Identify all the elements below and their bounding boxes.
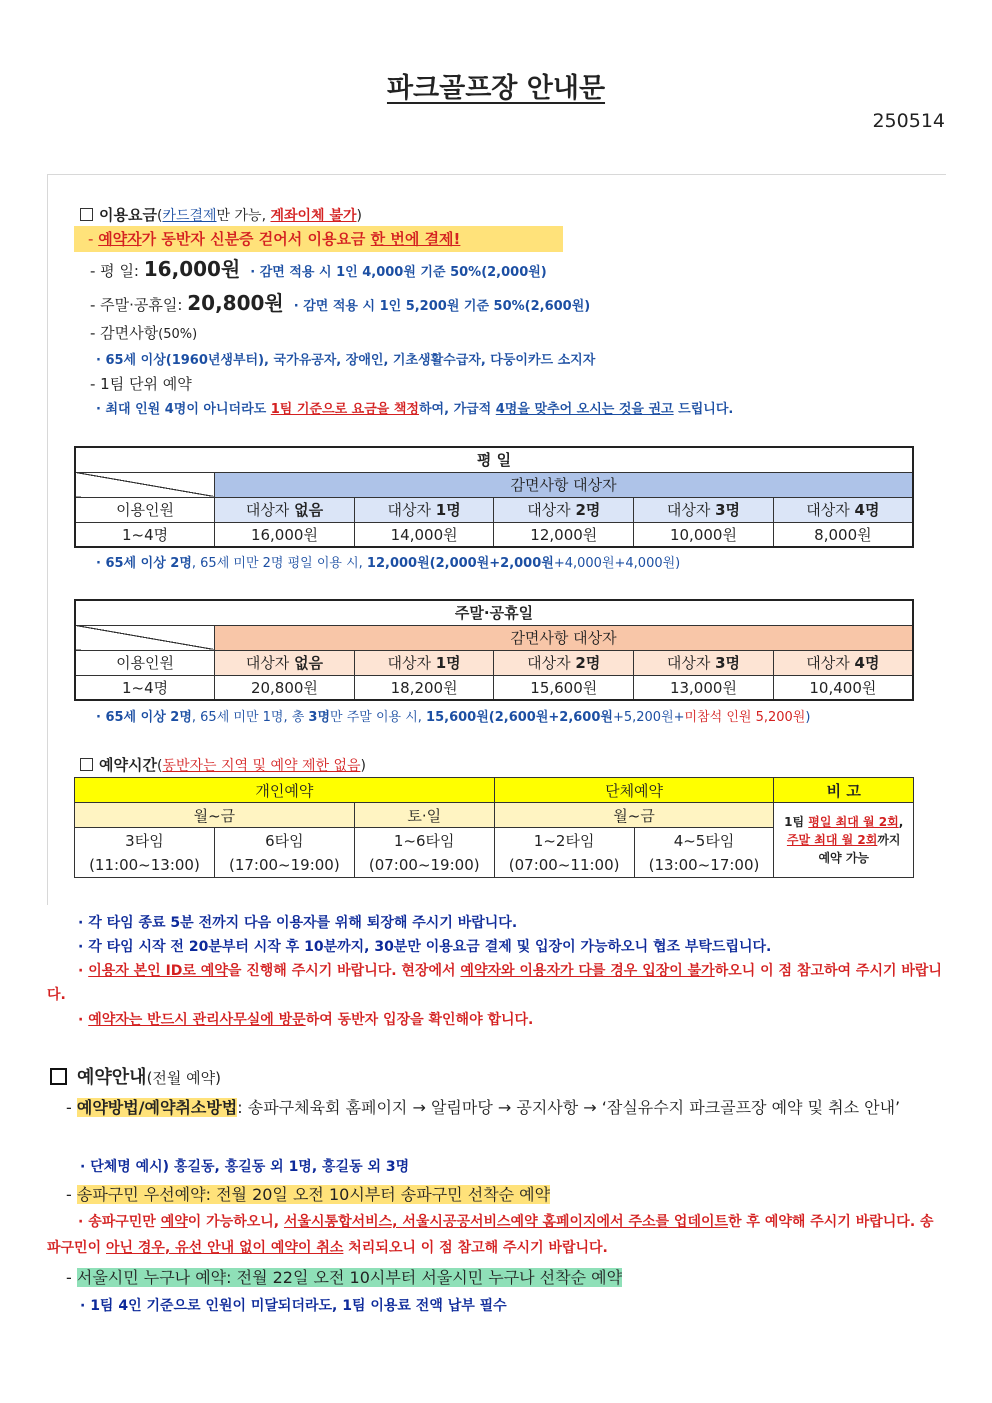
price-cell: 18,200원 [354,675,494,700]
team-note: · 최대 인원 4명이 아니더라도 1팀 기준으로 요금을 책정하여, 가급적 4명을 맞추어 오시는 것을 권고 드립니다. [96,402,734,417]
rule-4: · 예약자는 반드시 관리사무실에 방문하여 동반자 입장을 확인해야 합니다. [78,1012,534,1028]
checkbox-icon [50,1068,67,1085]
payment-notice: - 예약자가 동반자 신분증 걷어서 이용요금 한 번에 결제! [74,226,563,252]
column-header: 대상자 2명 [494,497,634,522]
schedule-table [74,777,914,878]
weekday-table-title: 평 일 [75,447,913,472]
diagonal-cell [75,625,215,650]
songpa-note: · 송파구민만 예약이 가능하오니, 서울시통합서비스, 서울시공공서비스예약 홈페이지에서 주소를 업데이트한 후 예약해 주시기 바랍니다. 송파구민이 아닌 경우, 유선 안내 없이 예약이 취소 처리되오니 이 점 참고해 주시기 바랍니다. [47,1214,934,1256]
column-header: 대상자 1명 [354,650,494,675]
rule-3: · 이용자 본인 ID로 예약을 진행해 주시기 바랍니다. 현장에서 예약자와 이용자가 다를 경우 입장이 불가하오니 이 점 참고하여 주시기 바랍니다. [47,963,942,1003]
remarks-header: 비 고 [774,778,914,803]
slot-cell: 1~2타임 (07:00~11:00) [494,828,634,878]
people-header: 이용인원 [75,650,215,675]
weekend-label: 토·일 [354,803,494,828]
schedule-heading: 예약시간(동반자는 지역 및 예약 제한 없음) [80,754,366,775]
team-label: - 1팀 단위 예약 [90,375,192,393]
remarks-cell: 1팀 평일 최대 월 2회, 주말 최대 월 2회까지 예약 가능 [774,803,914,878]
weekday-price: 16,000원 [143,257,241,281]
column-header: 대상자 1명 [354,497,494,522]
fee-heading: 이용요금(카드결제만 가능, 계좌이체 불가) [80,204,362,225]
card-payment-text: 카드결제 [162,208,217,224]
weekend-table-title: 주말·공휴일 [75,600,913,625]
rule-1: · 각 타임 종료 5분 전까지 다음 이용자를 위해 퇴장해 주시기 바랍니다. [78,915,518,931]
slot-cell: 4~5타임 (13:00~17:00) [634,828,774,878]
weekday-table-note: · 65세 이상 2명, 65세 미만 2명 평일 이용 시, 12,000원(2,000원+2,000원+4,000원+4,000원) [96,556,681,571]
checkbox-icon [80,208,93,221]
diagonal-cell [75,472,215,497]
slot-cell: 1~6타임 (07:00~19:00) [354,828,494,878]
column-header: 대상자 3명 [634,497,774,522]
booking-heading: 예약안내(전월 예약) [50,1063,221,1089]
page-title: 파크골프장 안내문 [386,73,606,104]
seoul-note: · 1팀 4인 기준으로 인원이 미달되더라도, 1팀 이용료 전액 납부 필수 [80,1298,507,1314]
weekday-label: 월~금 [75,803,355,828]
rule-2: · 각 타임 시작 전 20분부터 시작 후 10분까지, 30분만 이용요금 결제 및 입장이 가능하오니 협조 부탁드립니다. [78,939,772,955]
price-cell: 12,000원 [494,522,634,547]
songpa-priority: - 송파구민 우선예약: 전월 20일 오전 10시부터 송파구민 선착순 예약 [66,1185,551,1204]
weekend-price: 20,800원 [187,291,284,315]
price-cell: 8,000원 [773,522,913,547]
weekday-group-header: 감면사항 대상자 [215,472,913,497]
price-cell: 14,000원 [354,522,494,547]
slot-cell: 3타임 (11:00~13:00) [75,828,215,878]
discount-note: · 65세 이상(1960년생부터), 국가유공자, 장애인, 기초생활수급자, 다둥이카드 소지자 [96,353,596,368]
weekend-group-header: 감면사항 대상자 [215,625,913,650]
checkbox-icon [80,758,93,771]
group-weekday-label: 월~금 [494,803,774,828]
column-header: 대상자 2명 [494,650,634,675]
document-number: 250514 [872,110,945,132]
price-cell: 20,800원 [215,675,355,700]
column-header: 대상자 없음 [215,650,355,675]
group-name-example: · 단체명 예시) 홍길동, 홍길동 외 1명, 홍길동 외 3명 [80,1159,410,1175]
seoul-booking: - 서울시민 누구나 예약: 전월 22일 오전 10시부터 서울시민 누구나 선착순 예약 [66,1268,623,1287]
weekend-fee: - 주말·공휴일: 20,800원 · 감면 적용 시 1인 5,200원 기준 50%(2,600원) [90,291,591,315]
weekday-fee: - 평 일: 16,000원 · 감면 적용 시 1인 4,000원 기준 50%(2,000원) [90,257,547,281]
group-header: 단체예약 [494,778,774,803]
column-header: 대상자 없음 [215,497,355,522]
fee-heading-label: 이용요금 [99,206,157,224]
weekday-fee-table [74,446,914,548]
individual-header: 개인예약 [75,778,495,803]
weekend-table-note: · 65세 이상 2명, 65세 미만 1명, 총 3명만 주말 이용 시, 15,600원(2,600원+2,600원+5,200원+미참석 인원 5,200원) [96,710,811,725]
column-header: 대상자 4명 [773,650,913,675]
slot-cell: 6타임 (17:00~19:00) [214,828,354,878]
weekend-fee-table [74,599,914,701]
discount-label: - 감면사항(50%) [90,324,198,342]
no-transfer-text: 계좌이체 불가 [270,208,357,224]
column-header: 대상자 4명 [773,497,913,522]
people-header: 이용인원 [75,497,215,522]
price-cell: 16,000원 [215,522,355,547]
price-cell: 10,400원 [773,675,913,700]
price-cell: 15,600원 [494,675,634,700]
booking-method: - 예약방법/예약취소방법: 송파구체육회 홈페이지 → 알림마당 → 공지사항 → ‘잠실유수지 파크골프장 예약 및 취소 안내’ [66,1098,901,1117]
people-value: 1~4명 [75,522,215,547]
people-value: 1~4명 [75,675,215,700]
price-cell: 10,000원 [634,522,774,547]
column-header: 대상자 3명 [634,650,774,675]
price-cell: 13,000원 [634,675,774,700]
